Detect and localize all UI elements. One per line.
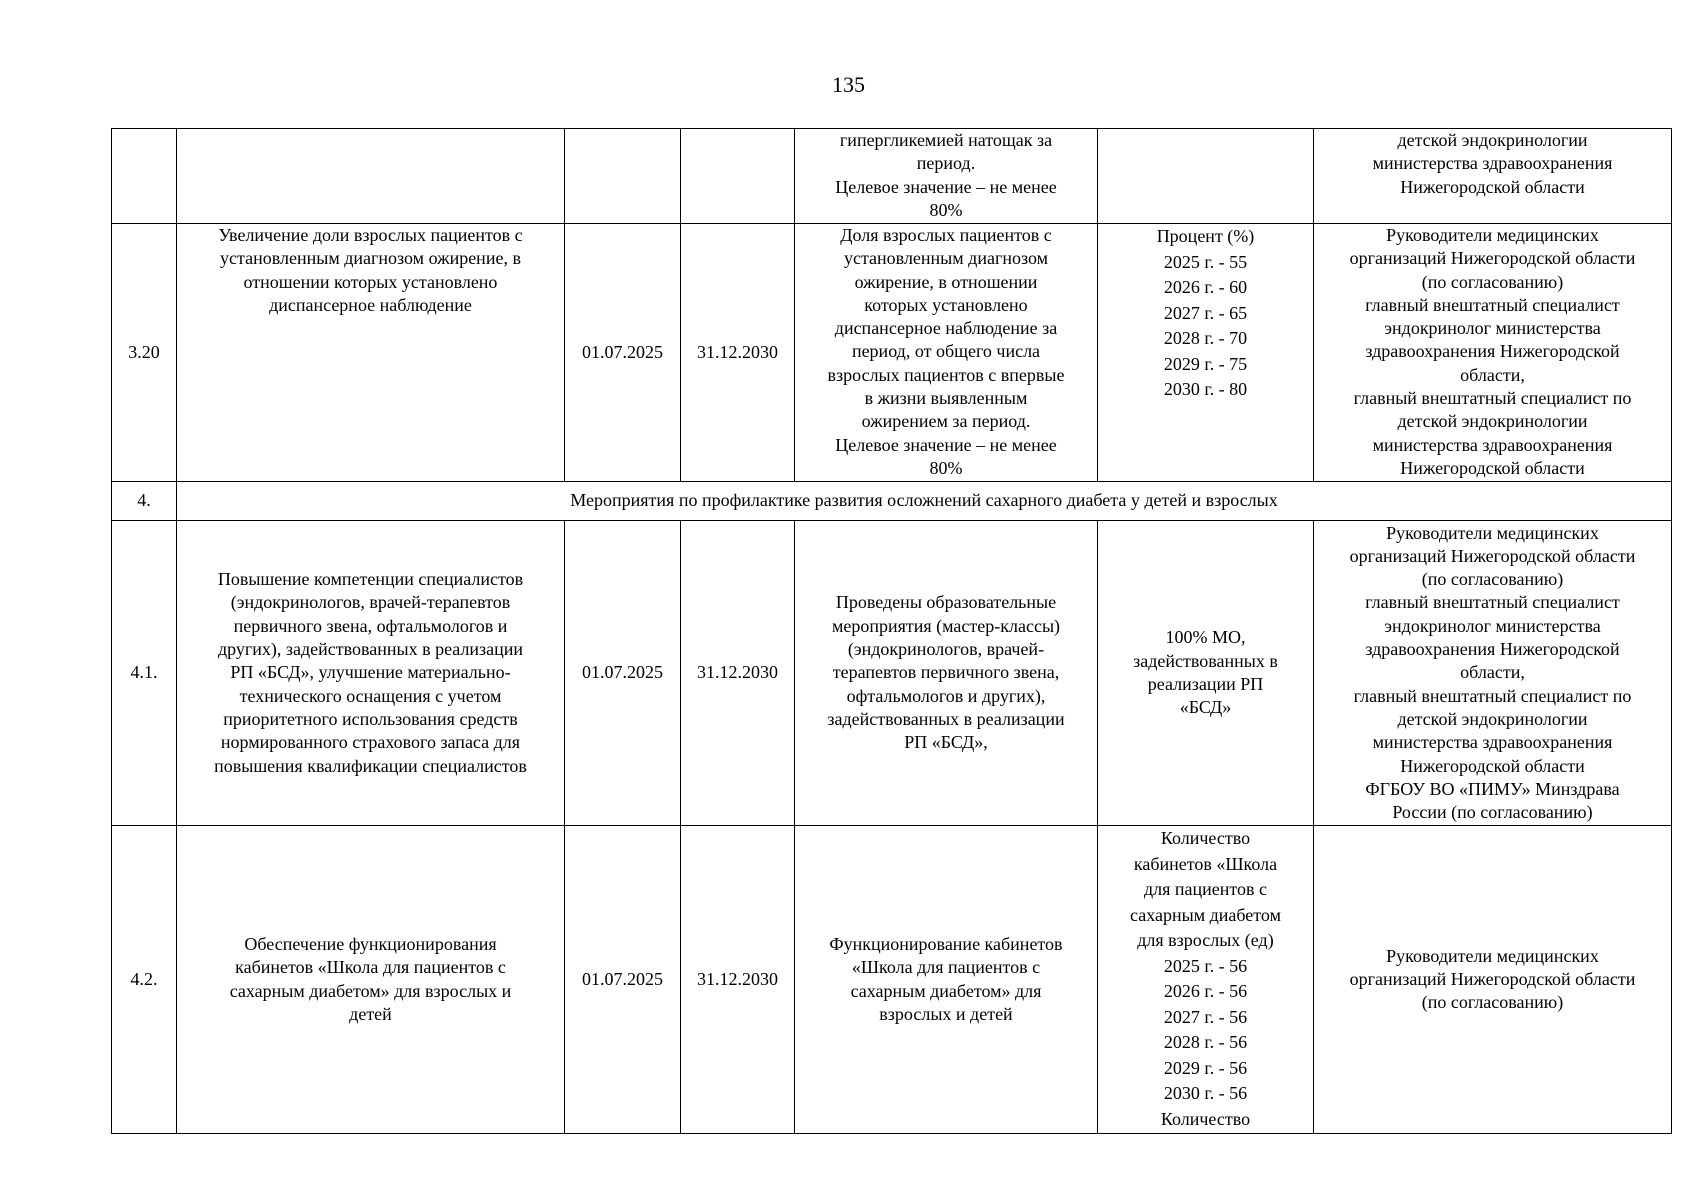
cell-indicator xyxy=(1098,224,1314,482)
text-line: Количество xyxy=(1160,828,1251,848)
text-line: для взрослых (ед) xyxy=(1137,930,1274,950)
text-line: кабинетов «Школа xyxy=(1133,853,1278,874)
text-line: РП «БСД», улучшение материально- xyxy=(230,662,511,683)
text-line: Руководители медицинских xyxy=(1386,945,1599,966)
text-line: ФГБОУ ВО «ПИМУ» Минздрава xyxy=(1365,778,1620,799)
section-title: Мероприятия по профилактике развития осложнений сахарного диабета у детей и взрослых xyxy=(177,482,1672,521)
text-line: диспансерное наблюдение xyxy=(269,294,472,315)
text-line: повышения квалификации специалистов xyxy=(214,755,527,776)
text-line: 2027 г. - 56 xyxy=(1163,1006,1248,1027)
text-line: гипергликемией натощак за xyxy=(839,130,1053,150)
text-line: Проведены образовательные xyxy=(835,592,1057,613)
text-line: здравоохранения Нижегородской xyxy=(1365,639,1620,660)
text-line: (эндокринологов, врачей- xyxy=(847,639,1045,660)
cell-result xyxy=(795,129,1098,224)
text-line: первичного звена, офтальмологов и xyxy=(233,615,508,636)
text-line: Целевое значение – не менее xyxy=(835,434,1057,455)
text-line: взрослых и детей xyxy=(879,1003,1013,1024)
text-line: детей xyxy=(349,1003,392,1024)
text-line: сахарным диабетом» для взрослых и xyxy=(229,980,512,1001)
text-line: в жизни выявленным xyxy=(864,388,1028,409)
cell-number: 3.20 xyxy=(112,224,177,482)
text-line: сахарным диабетом» для xyxy=(850,980,1042,1001)
activities-table xyxy=(111,128,1672,1134)
cell-start-date: 01.07.2025 xyxy=(565,224,681,482)
cell-end-date: 31.12.2030 xyxy=(681,224,795,482)
text-line: РП «БСД», xyxy=(904,732,988,753)
text-line: организаций Нижегородской области xyxy=(1349,545,1636,566)
cell-responsible xyxy=(1314,129,1672,224)
text-line: 2027 г. - 65 xyxy=(1163,302,1248,323)
cell-number: 4.2. xyxy=(112,826,177,1134)
text-line: эндокринолог министерства xyxy=(1384,318,1601,339)
text-line: 2025 г. - 55 xyxy=(1163,251,1248,272)
cell-result xyxy=(795,521,1098,826)
text-line: задействованных в xyxy=(1133,650,1278,671)
text-line: (эндокринологов, врачей-терапевтов xyxy=(230,592,511,613)
cell-start-date: 01.07.2025 xyxy=(565,521,681,826)
text-line: 2030 г. - 56 xyxy=(1163,1083,1248,1103)
cell-responsible xyxy=(1314,224,1672,482)
text-line: детской эндокринологии xyxy=(1397,411,1588,432)
text-line: офтальмологов и других), xyxy=(846,685,1046,706)
text-line: взрослых пациентов с впервые xyxy=(827,364,1065,385)
text-line: «Школа для пациентов с xyxy=(851,957,1041,978)
cell-activity xyxy=(177,826,565,1134)
text-line: Повышение компетенции специалистов xyxy=(217,569,524,590)
cell-number: 4. xyxy=(112,482,177,521)
cell-end-date xyxy=(681,129,795,224)
text-line: мероприятия (мастер-классы) xyxy=(831,615,1061,636)
text-line: Нижегородской области xyxy=(1400,457,1585,478)
text-line: министерства здравоохранения xyxy=(1372,732,1613,753)
text-line: области, xyxy=(1460,662,1525,683)
text-line: детской эндокринологии xyxy=(1397,708,1588,729)
text-line: установленным диагнозом xyxy=(843,248,1049,269)
cell-activity xyxy=(177,129,565,224)
cell-start-date xyxy=(565,129,681,224)
text-line: главный внештатный специалист по xyxy=(1353,388,1632,409)
text-line: для пациентов с xyxy=(1143,879,1268,899)
cell-result xyxy=(795,224,1098,482)
text-line: главный внештатный специалист по xyxy=(1353,685,1632,706)
text-line: 2025 г. - 56 xyxy=(1163,955,1248,976)
text-line: отношении которых установлено xyxy=(243,271,498,292)
text-line: других), задействованных в реализации xyxy=(217,639,524,660)
text-line: главный внештатный специалист xyxy=(1365,294,1620,315)
cell-responsible xyxy=(1314,521,1672,826)
text-line: задействованных в реализации xyxy=(827,708,1065,729)
cell-responsible xyxy=(1314,826,1672,1134)
text-line: приоритетного использования средств xyxy=(223,708,518,729)
text-line: Увеличение доли взрослых пациентов с xyxy=(218,225,523,245)
text-line: здравоохранения Нижегородской xyxy=(1365,341,1620,362)
text-line: (по согласованию) xyxy=(1421,992,1564,1013)
text-line: которых установлено xyxy=(864,294,1028,315)
text-line: Функционирование кабинетов xyxy=(829,933,1063,954)
text-line: период, от общего числа xyxy=(851,341,1041,362)
text-line: кабинетов «Школа для пациентов с xyxy=(235,957,506,978)
text-line: сахарным диабетом xyxy=(1130,904,1281,925)
table-row-section-4 xyxy=(112,482,1672,521)
cell-end-date: 31.12.2030 xyxy=(681,826,795,1134)
text-line: 100% МО, xyxy=(1165,627,1246,648)
text-line: организаций Нижегородской области xyxy=(1349,968,1636,989)
text-line: «БСД» xyxy=(1179,697,1232,718)
text-line: 2026 г. - 60 xyxy=(1163,277,1248,297)
table-row-4-2 xyxy=(112,826,1672,1134)
text-line: детской эндокринологии xyxy=(1397,130,1588,150)
cell-indicator xyxy=(1098,129,1314,224)
text-line: ожирение, в отношении xyxy=(854,271,1038,292)
cell-end-date: 31.12.2030 xyxy=(681,521,795,826)
text-line: реализации РП xyxy=(1147,674,1264,694)
cell-number xyxy=(112,129,177,224)
text-line: диспансерное наблюдение за xyxy=(834,318,1058,339)
text-line: России (по согласованию) xyxy=(1392,802,1593,823)
cell-start-date: 01.07.2025 xyxy=(565,826,681,1134)
text-line: Доля взрослых пациентов с xyxy=(840,225,1052,245)
table-row-4-1 xyxy=(112,521,1672,826)
text-line: установленным диагнозом ожирение, в xyxy=(220,248,521,269)
table-row-3-20 xyxy=(112,224,1672,482)
cell-activity xyxy=(177,224,565,482)
text-line: области, xyxy=(1460,364,1525,385)
text-line: Нижегородской области xyxy=(1400,176,1585,197)
text-line: Процент (%) xyxy=(1156,226,1255,246)
text-line: 2028 г. - 70 xyxy=(1163,328,1248,348)
cell-number: 4.1. xyxy=(112,521,177,826)
text-line: Руководители медицинских xyxy=(1386,522,1599,543)
text-line: организаций Нижегородской области xyxy=(1349,248,1636,269)
text-line: 80% xyxy=(929,199,963,220)
cell-indicator xyxy=(1098,826,1314,1134)
text-line: Количество xyxy=(1160,1108,1251,1129)
text-line: Нижегородской области xyxy=(1400,755,1585,776)
text-line: 2026 г. - 56 xyxy=(1163,981,1248,1001)
text-line: 2030 г. - 80 xyxy=(1163,379,1248,399)
text-line: 2029 г. - 56 xyxy=(1163,1057,1248,1078)
text-line: 2028 г. - 56 xyxy=(1163,1032,1248,1052)
text-line: министерства здравоохранения xyxy=(1372,153,1613,174)
text-line: 2029 г. - 75 xyxy=(1163,353,1248,374)
text-line: главный внештатный специалист xyxy=(1365,592,1620,613)
text-line: эндокринолог министерства xyxy=(1384,615,1601,636)
text-line: (по согласованию) xyxy=(1421,569,1564,590)
text-line: терапевтов первичного звена, xyxy=(832,662,1060,683)
text-line: 80% xyxy=(929,457,963,478)
text-line: министерства здравоохранения xyxy=(1372,434,1613,455)
cell-indicator xyxy=(1098,521,1314,826)
text-line: период. xyxy=(916,153,976,174)
cell-result xyxy=(795,826,1098,1134)
text-line: ожирением за период. xyxy=(861,411,1031,432)
text-line: Руководители медицинских xyxy=(1386,225,1599,245)
page-number: 135 xyxy=(832,72,865,97)
text-line: Целевое значение – не менее xyxy=(835,176,1057,197)
text-line: (по согласованию) xyxy=(1421,271,1564,292)
cell-activity xyxy=(177,521,565,826)
table-row-continued xyxy=(112,129,1672,224)
text-line: нормированного страхового запаса для xyxy=(220,732,521,753)
text-line: Обеспечение функционирования xyxy=(244,933,497,954)
text-line: технического оснащения с учетом xyxy=(239,685,502,706)
